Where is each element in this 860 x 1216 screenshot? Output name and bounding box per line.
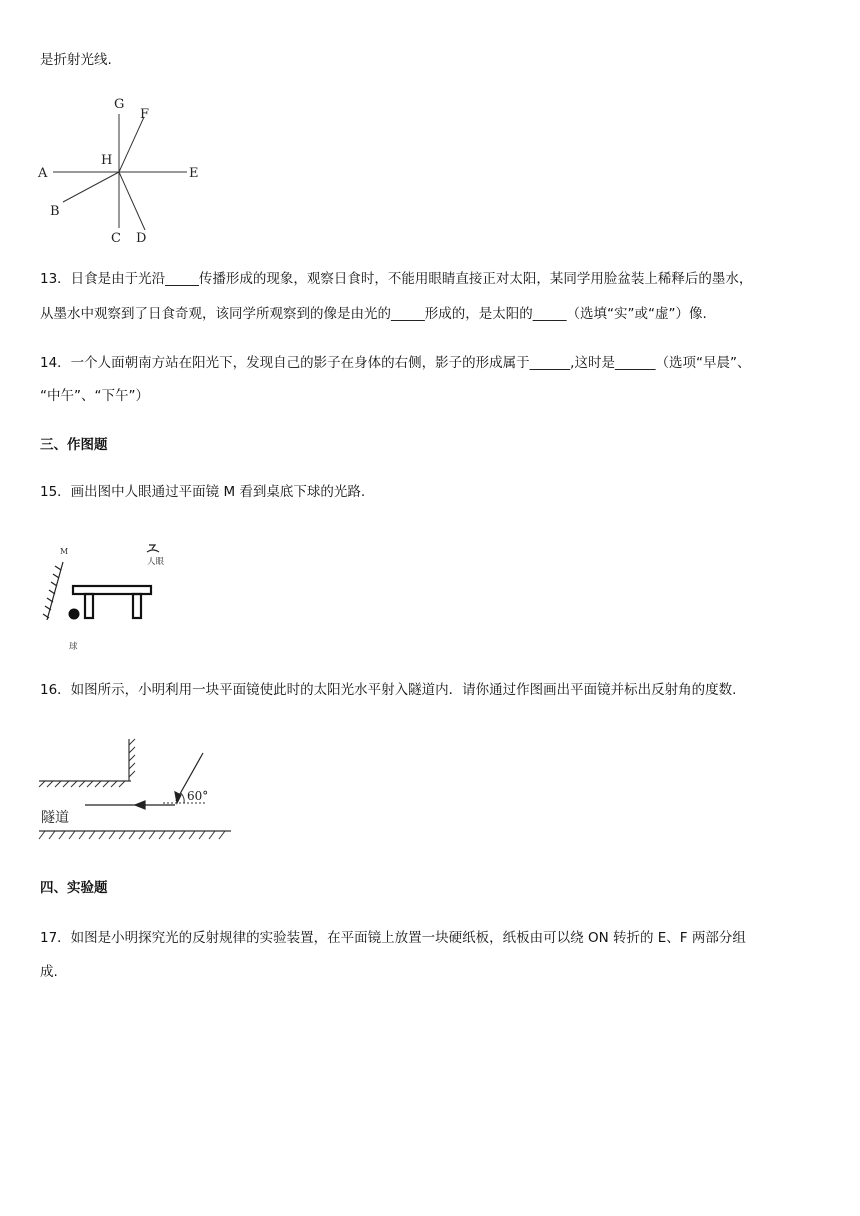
question-13-line-2: 从墨水中观察到了日食奇观，该同学所观察到的像是由光的_____形成的，是太阳的_____（选填“实”或“虚”）像. [40, 306, 707, 322]
label-g: G [114, 97, 125, 112]
ball [69, 609, 80, 620]
section-heading-experiment: 四、实验题 [40, 880, 108, 896]
question-14-line-1: 14．一个人面朝南方站在阳光下，发现自己的影子在身体的右侧，影子的形成属于______,这时是______（选项“早晨”、 [40, 355, 751, 371]
question-17-line-1: 17．如图是小明探究光的反射规律的实验装置，在平面镜上放置一块硬纸板，纸板由可以绕 ON 转折的 E、F 两部分组 [40, 930, 746, 946]
table [73, 586, 151, 618]
eye-label: 人眼 [147, 557, 165, 567]
tunnel-label: 隧道 [41, 810, 69, 826]
section-heading-drawing: 三、作图题 [40, 437, 108, 453]
angle-label: 60° [187, 789, 209, 803]
tunnel-figure [35, 735, 235, 845]
question-16-text: 16．如图所示，小明利用一块平面镜使此时的太阳光水平射入隧道内．请你通过作图画出平面镜并标出反射角的度数. [40, 682, 737, 698]
angle-arc [181, 793, 184, 803]
question-14-line-2: “中午”、“下午”） [40, 388, 149, 404]
reflected-ray [85, 801, 175, 809]
label-b: B [50, 204, 60, 219]
question-13-line-1: 13．日食是由于光沿_____传播形成的现象，观察日食时，不能用眼睛直接正对太阳，某同学用脸盆装上稀释后的墨水， [40, 271, 753, 287]
label-e: E [189, 166, 199, 181]
label-c: C [111, 231, 121, 246]
continued-text: 是折射光线. [40, 52, 112, 68]
label-d: D [136, 231, 147, 246]
mirror-table-figure [35, 540, 175, 660]
question-15-text: 15．画出图中人眼通过平面镜 M 看到桌底下球的光路. [40, 484, 366, 500]
eye-icon [147, 545, 159, 552]
label-a: A [38, 166, 48, 181]
ball-label: 球 [69, 642, 78, 652]
label-h: H [101, 153, 113, 168]
question-17-line-2: 成. [40, 964, 58, 980]
mirror-label: M [60, 547, 69, 556]
label-f: F [140, 107, 150, 122]
refraction-figure [35, 92, 210, 252]
